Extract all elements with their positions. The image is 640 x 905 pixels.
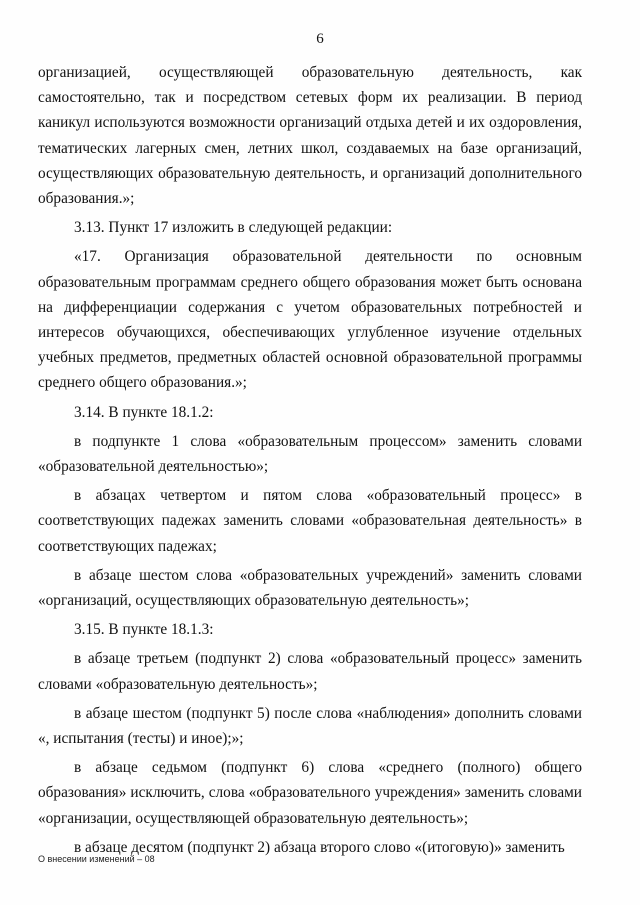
paragraph-abzats-6-observation: в абзаце шестом (подпункт 5) после слова «наблюдения» дополнить словами «, испытания (тесты) и иное);»;	[38, 704, 582, 748]
document-body	[38, 60, 582, 864]
document-footer: О внесении изменений – 08	[38, 854, 155, 864]
paragraph-3-15-heading: 3.15. В пункте 18.1.3:	[74, 621, 214, 639]
paragraph-3-14-heading: 3.14. В пункте 18.1.2:	[74, 403, 214, 421]
paragraph-3-13-heading: 3.13. Пункт 17 изложить в следующей редакции:	[74, 219, 393, 237]
paragraph-abzats-7: в абзаце седьмом (подпункт 6) слова «среднего (полного) общего образования» исключить, слова «образовательного учреждения» заменить словами «организации, осуществляющей образовательную деятельность»;	[38, 759, 582, 827]
paragraph-continuation: организацией, осуществляющей образовательную деятельность, как самостоятельно, так и посредством сетевых форм их реализации. В период каникул используются возможности организаций отдыха детей и их оздоровления, тематических лагерных смен, летних школ, создаваемых на базе организаций, осуществляющих образовательную деятельность, и организаций дополнительного образования.»;	[38, 64, 582, 208]
paragraph-abzats-10: в абзаце десятом (подпункт 2) абзаца второго слово «(итоговую)» заменить	[74, 838, 565, 856]
paragraph-clause-17: «17. Организация образовательной деятельности по основным образовательным программам среднего общего образования может быть основана на дифференциации содержания с учетом образовательных потребностей и интересов обучающихся, обеспечивающих углубленное изучение отдельных учебных предметов, предметных областей основной образовательной программы среднего общего образования.»;	[38, 248, 582, 392]
paragraph-abzats-4-5: в абзацах четвертом и пятом слова «образовательный процесс» в соответствующих падежах заменить словами «образовательная деятельность» в соответствующих падежах;	[38, 487, 582, 555]
paragraph-abzats-3: в абзаце третьем (подпункт 2) слова «образовательный процесс» заменить словами «образовательную деятельность»;	[38, 650, 582, 693]
page-number: 6	[316, 31, 324, 47]
paragraph-abzats-6: в абзаце шестом слова «образовательных учреждений» заменить словами «организаций, осуществляющих образовательную деятельность»;	[38, 566, 582, 610]
paragraph-subpoint-1: в подпункте 1 слова «образовательным процессом» заменить словами «образовательной деятельностью»;	[38, 432, 582, 476]
